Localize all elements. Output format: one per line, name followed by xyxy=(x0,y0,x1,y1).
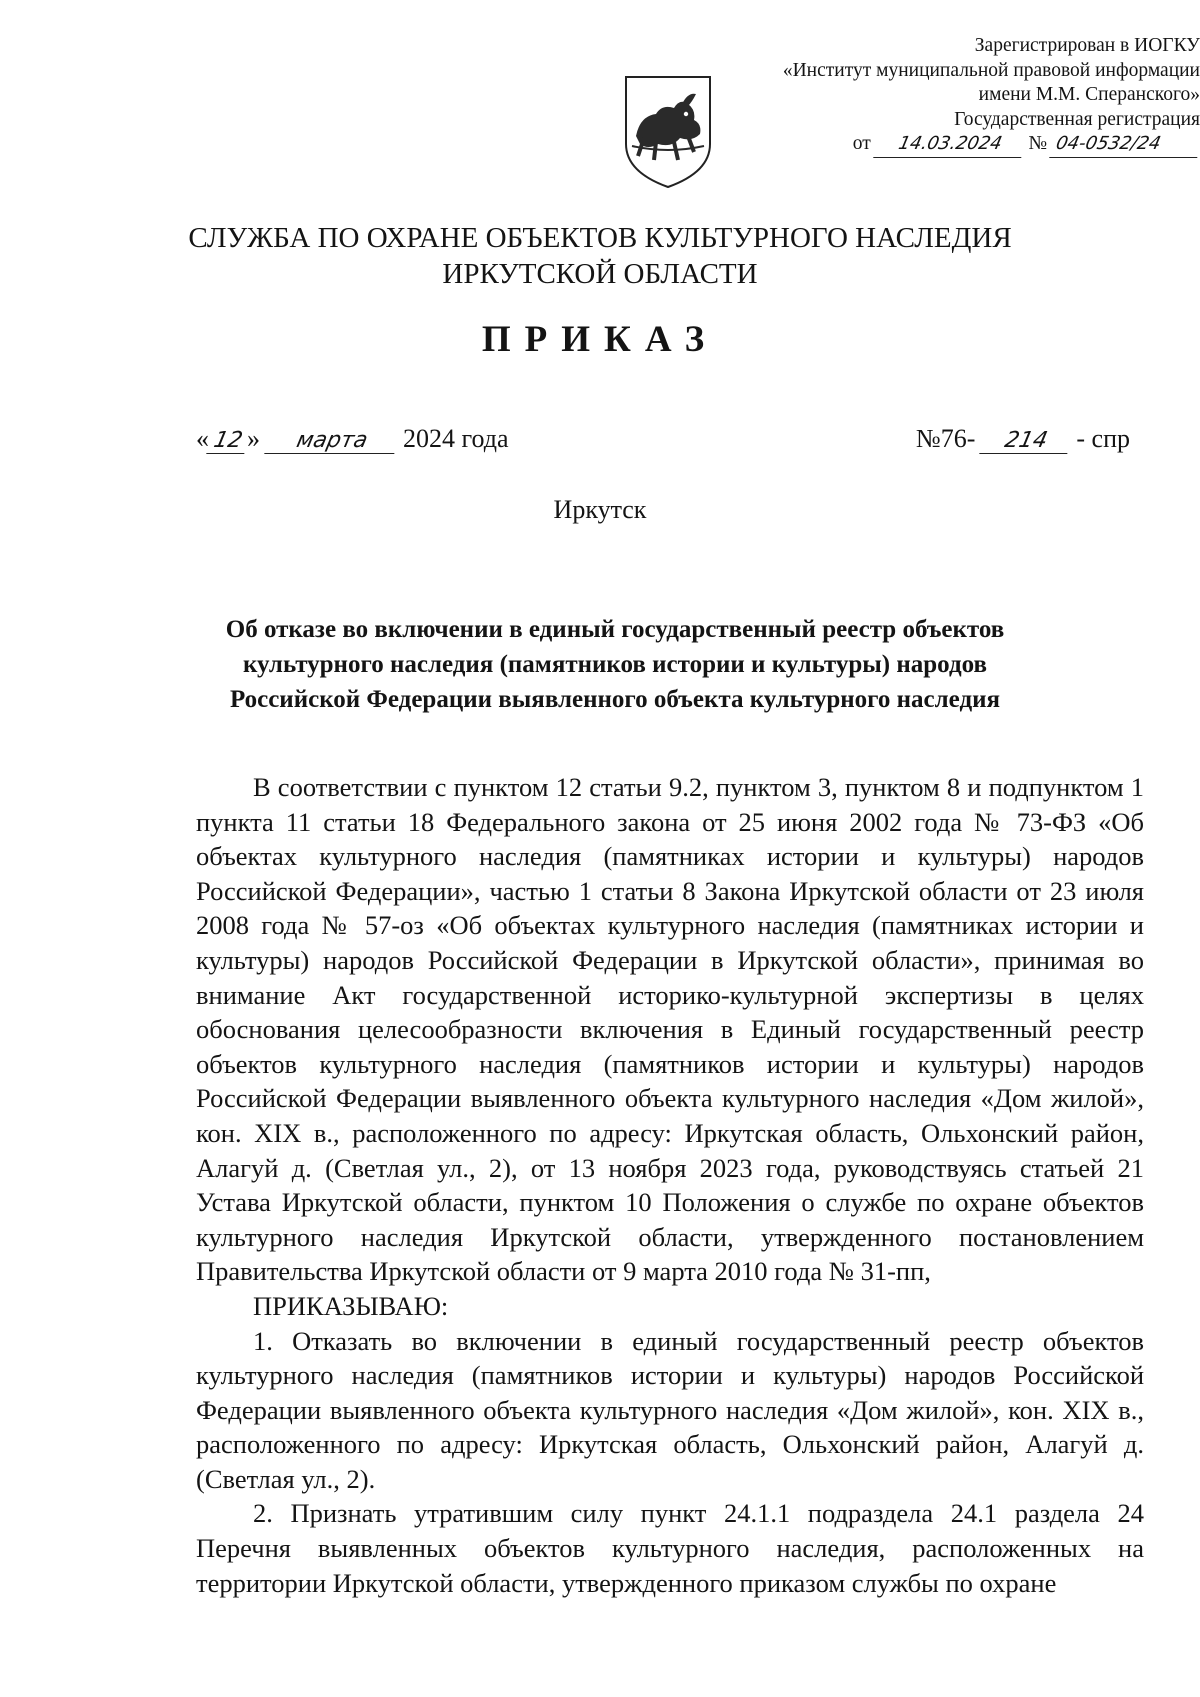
registration-date-prefix: от xyxy=(852,133,871,154)
registration-number-prefix: № xyxy=(1028,133,1048,154)
irkutsk-coat-of-arms-icon xyxy=(622,74,714,190)
order-date xyxy=(196,424,509,454)
order-subject: Об отказе во включении в единый государственный реестр объектов культурного наследия (памятников истории и культуры) народов Российской Федерации выявленного объекта культурного наследия xyxy=(225,616,1005,713)
order-number xyxy=(916,424,1130,454)
city: Иркутск xyxy=(553,495,647,524)
document-type-title: ПРИКАЗ xyxy=(481,319,719,360)
date-open-quote: « xyxy=(196,424,209,453)
registration-date-line xyxy=(700,132,1200,158)
registration-line-2: «Институт муниципальной правовой информации xyxy=(782,59,1200,81)
order-number-suffix: - спр xyxy=(1076,424,1130,453)
registration-number-value: 04-0532/24 xyxy=(1049,132,1200,158)
order-number-prefix: №76- xyxy=(915,424,976,453)
date-year: 2024 года xyxy=(403,424,509,453)
registration-line-4: Государственная регистрация xyxy=(954,108,1200,130)
paragraph-order-word: ПРИКАЗЫВАЮ: xyxy=(253,1290,449,1321)
agency-name-line-1: СЛУЖБА ПО ОХРАНЕ ОБЪЕКТОВ КУЛЬТУРНОГО НАСЛЕДИЯ xyxy=(188,222,1012,254)
registration-stamp xyxy=(700,34,1200,158)
registration-date-value: 14.03.2024 xyxy=(873,132,1026,158)
date-month: марта xyxy=(264,428,400,454)
date-close-quote: » xyxy=(247,424,260,453)
registration-line-1: Зарегистрирован в ИОГКУ xyxy=(974,35,1200,56)
order-body xyxy=(196,770,1144,1600)
paragraph-item-1: 1. Отказать во включении в единый государственный реестр объектов культурного наследия (памятников истории и культуры) народов Российской Федерации выявленного объекта культурного наследия «Дом жилой», кон. XIX в., расположенного по адресу: Иркутская область, Ольхонский район, Алагуй д. (Светлая ул., 2). xyxy=(196,1325,1144,1494)
order-number-handwritten: 214 xyxy=(979,428,1073,454)
agency-name xyxy=(0,220,1200,292)
date-day: 12 xyxy=(206,428,250,454)
agency-name-line-2: ИРКУТСКОЙ ОБЛАСТИ xyxy=(442,258,758,290)
registration-line-3: имени М.М. Сперанского» xyxy=(978,84,1200,105)
paragraph-preamble: В соответствии с пунктом 12 статьи 9.2, пунктом 3, пунктом 8 и подпунктом 1 пункта 11 статьи 18 Федерального закона от 25 июня 2002 года № 73-ФЗ «Об объектах культурного наследия (памятниках истории и культуры) народов Российской Федерации», частью 1 статьи 8 Закона Иркутской области от 23 июля 2008 года № 57-оз «Об объектах культурного наследия (памятниках истории и культуры) народов Российской Федерации в Иркутской области», принимая во внимание Акт государственной историко-культурной экспертизы в целях обоснования целесообразности включения в Единый государственный реестр объектов культурного наследия (памятников истории и культуры) народов Российской Федерации выявленного объекта культурного наследия «Дом жилой», кон. XIX в., расположенного по адресу: Иркутская область, Ольхонский район, Алагуй д. (Светлая ул., 2), от 13 ноября 2023 года, руководствуясь статьей 21 Устава Иркутской области, пунктом 10 Положения о службе по охране объектов культурного наследия Иркутской области, утвержденного постановлением Правительства Иркутской области от 9 марта 2010 года № 31-пп, xyxy=(196,772,1144,1287)
paragraph-item-2: 2. Признать утратившим силу пункт 24.1.1 подраздела 24.1 раздела 24 Перечня выявленных объектов культурного наследия, расположенных на территории Иркутской области, утвержденного приказом службы по охране xyxy=(196,1498,1144,1598)
